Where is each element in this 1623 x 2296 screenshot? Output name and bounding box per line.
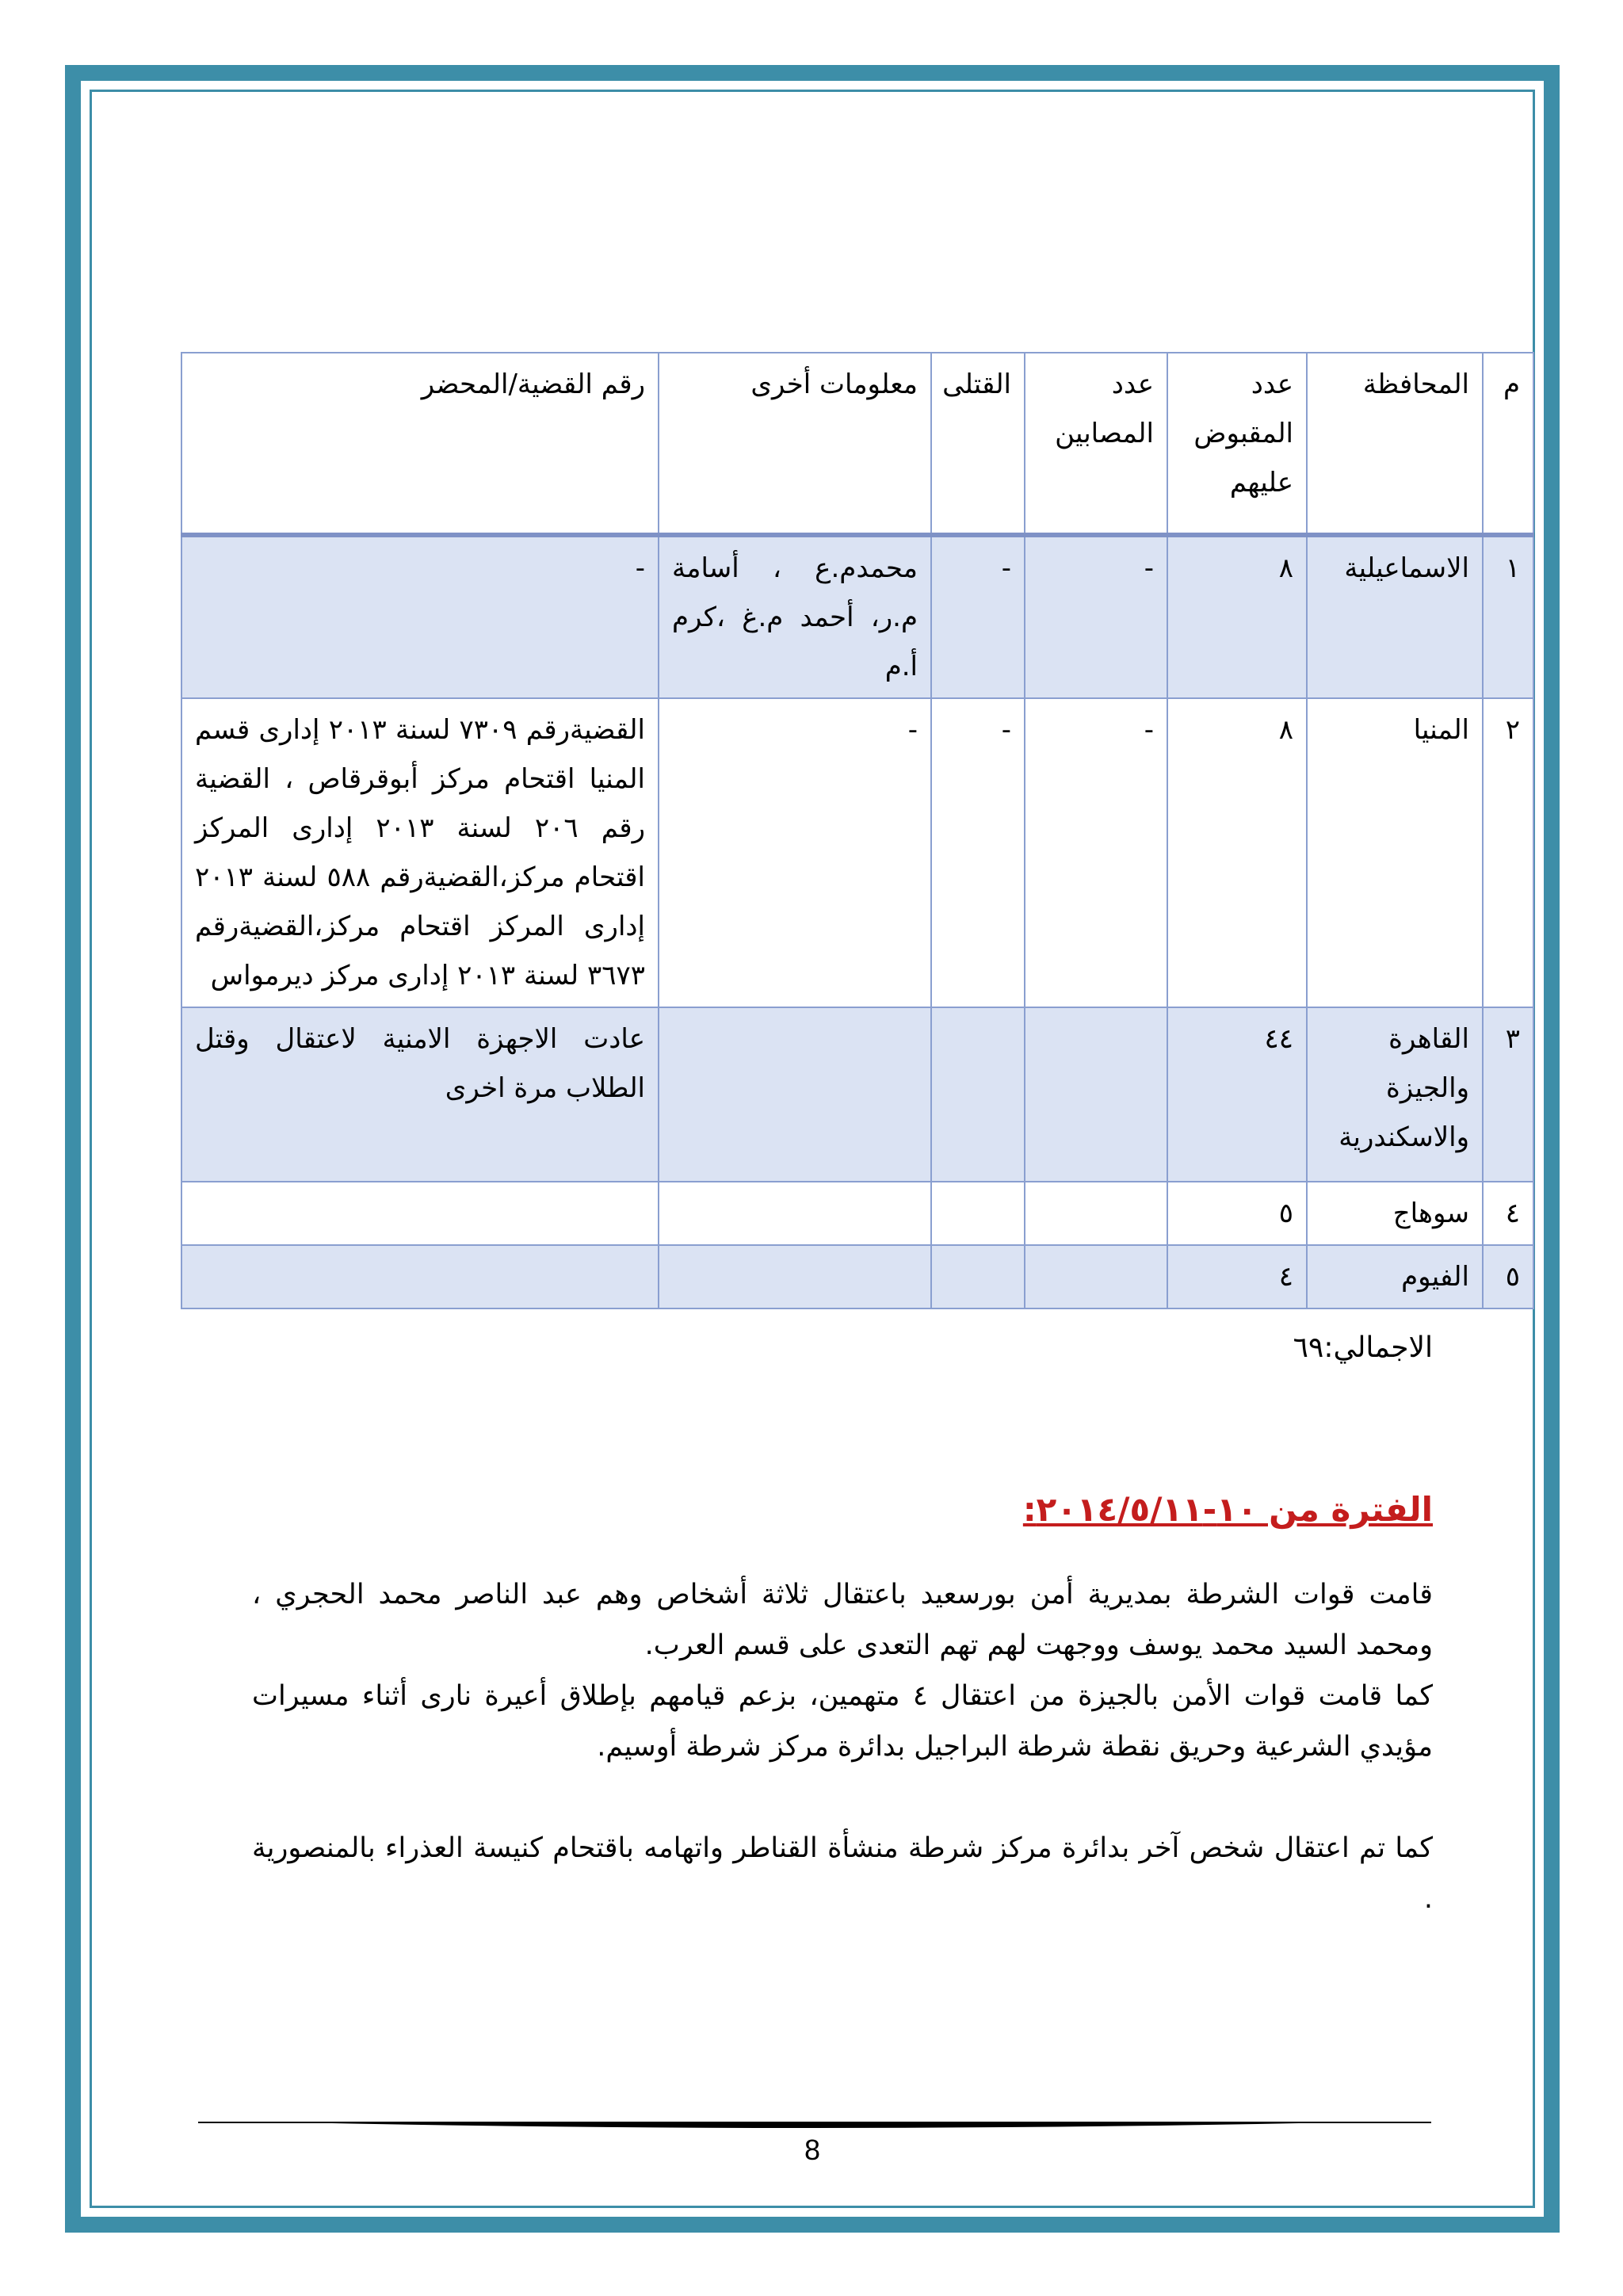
row-arrested: ٨ xyxy=(1167,535,1307,698)
row-arrested: ٥ xyxy=(1167,1182,1307,1245)
row-injured xyxy=(1025,1182,1167,1245)
row-case-number: عادت الاجهزة الامنية لاعتقال وقتل الطلاب مرة اخرى xyxy=(181,1007,659,1182)
row-injured: - xyxy=(1025,535,1167,698)
arrests-table xyxy=(181,352,1534,1309)
row-index: ٣ xyxy=(1483,1007,1533,1182)
total-count: الاجمالي:٦٩ xyxy=(1293,1331,1433,1364)
row-other-info xyxy=(659,1007,931,1182)
row-governorate: القاهرة والجيزة والاسكندرية xyxy=(1307,1007,1483,1182)
row-case-number xyxy=(181,1182,659,1245)
header-governorate: المحافظة xyxy=(1307,353,1483,535)
row-case-number: القضيةرقم ٧٣٠٩ لسنة ٢٠١٣ إدارى قسم المنيا اقتحام مركز أبوقرقاص ، القضية رقم ٢٠٦ لسنة ٢٠١٣ إدارى المركز اقتحام مركز،القضيةرقم ٥٨٨ لسنة ٢٠١٣ إدارى المركز اقتحام مركز،القضيةرقم ٣٦٧٣ لسنة ٢٠١٣ إدارى مركز ديرمواس xyxy=(181,698,659,1007)
row-injured xyxy=(1025,1007,1167,1182)
row-killed: - xyxy=(931,535,1025,698)
table-row xyxy=(181,1245,1533,1308)
row-index: ٤ xyxy=(1483,1182,1533,1245)
table-header-row xyxy=(181,353,1533,535)
table-row xyxy=(181,1007,1533,1182)
row-case-number xyxy=(181,1245,659,1308)
row-killed xyxy=(931,1245,1025,1308)
row-other-info xyxy=(659,1182,931,1245)
row-governorate: سوهاج xyxy=(1307,1182,1483,1245)
row-other-info: محمدم.ع ، أسامة م.ر، أحمد م.غ ،كرم أ.م xyxy=(659,535,931,698)
row-governorate: الفيوم xyxy=(1307,1245,1483,1308)
page-number: 8 xyxy=(804,2134,821,2166)
table-row xyxy=(181,535,1533,698)
row-injured xyxy=(1025,1245,1167,1308)
section-title: الفترة من ١٠-٢٠١٤/٥/١١: xyxy=(1022,1490,1433,1529)
row-governorate: المنيا xyxy=(1307,698,1483,1007)
header-injured: عدد المصابين xyxy=(1025,353,1167,535)
body-text xyxy=(252,1569,1433,1924)
table-row xyxy=(181,698,1533,1007)
table-row xyxy=(181,1182,1533,1245)
row-other-info: - xyxy=(659,698,931,1007)
row-governorate: الاسماعيلية xyxy=(1307,535,1483,698)
footer-divider xyxy=(198,2121,1431,2134)
row-other-info xyxy=(659,1245,931,1308)
row-killed xyxy=(931,1182,1025,1245)
header-killed: القتلى xyxy=(931,353,1025,535)
row-index: ٢ xyxy=(1483,698,1533,1007)
row-arrested: ٨ xyxy=(1167,698,1307,1007)
header-index: م xyxy=(1483,353,1533,535)
header-case-number: رقم القضية/المحضر xyxy=(181,353,659,535)
paragraph: كما تم اعتقال شخص آخر بدائرة مركز شرطة منشأة القناطر واتهامه باقتحام كنيسة العذراء بالمنصورية . xyxy=(252,1832,1433,1915)
row-index: ١ xyxy=(1483,535,1533,698)
paragraph: كما قامت قوات الأمن بالجيزة من اعتقال ٤ متهمين، بزعم قيامهم بإطلاق أعيرة نارى أثناء مسيرات مؤيدي الشرعية وحريق نقطة شرطة البراجيل بدائرة مركز شرطة أوسيم. xyxy=(252,1680,1434,1763)
row-arrested: ٤ xyxy=(1167,1245,1307,1308)
row-arrested: ٤٤ xyxy=(1167,1007,1307,1182)
row-injured: - xyxy=(1025,698,1167,1007)
row-killed xyxy=(931,1007,1025,1182)
header-arrested: عدد المقبوض عليهم xyxy=(1167,353,1307,535)
paragraph: قامت قوات الشرطة بمديرية أمن بورسعيد باعتقال ثلاثة أشخاص وهم عبد الناصر محمد الحجري ، ومحمد السيد محمد يوسف ووجهت لهم تهم التعدى على قسم العرب. xyxy=(252,1579,1433,1661)
header-other-info: معلومات أخرى xyxy=(659,353,931,535)
row-case-number: - xyxy=(181,535,659,698)
row-killed: - xyxy=(931,698,1025,1007)
row-index: ٥ xyxy=(1483,1245,1533,1308)
